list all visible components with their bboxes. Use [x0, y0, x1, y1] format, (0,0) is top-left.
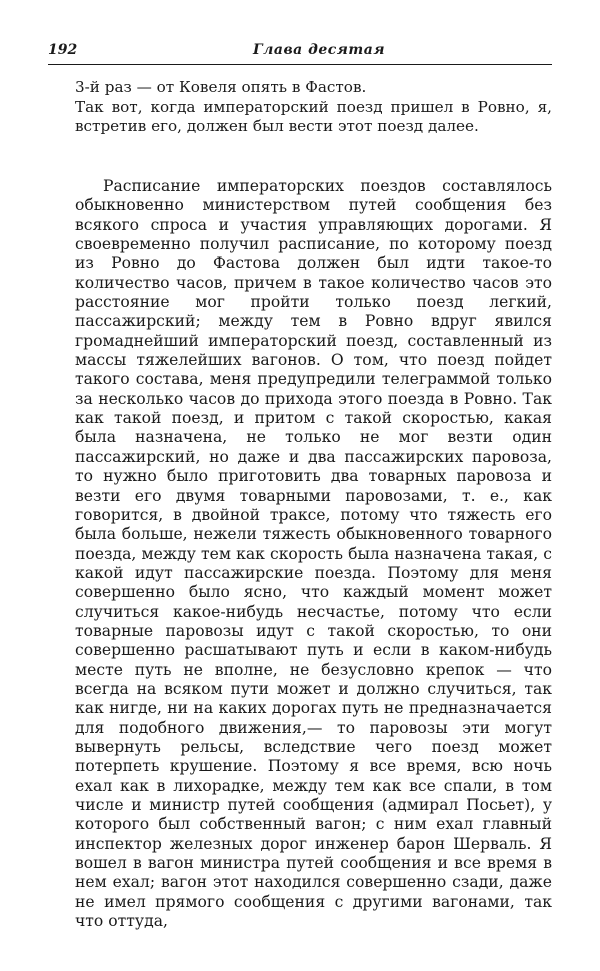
main-paragraph: Расписание императорских поездов составлялось обыкновенно министерством путей сообщения без всякого спроса и участия управляющих дорогами. Я своевременно получил расписание, по которому поезд из Ровно до Фастова должен был идти такое-то количество часов, причем в такое количество часов это расстояние мог пройти только поезд легкий, пассажирский; между тем в Ровно вдруг явился громаднейший императорский поезд, составленный из массы тяжелейших вагонов. О том, что поезд пойдет такого состава, меня предупредили телеграммой только за несколько часов до прихода этого поезда в Ровно. Так как такой поезд, и притом с такой скоростью, какая была назначена, не только не мог везти один пассажирский, но даже и два пассажирских паровоза, то нужно было приготовить два товарных паровоза и везти его двумя товарными паровозами, т. е., как говорится, в двойной траксе, потому что тяжесть его была больше, нежели тяжесть обыкновенного товарного поезда, между тем как скорость была назначена такая, с какой идут пассажирские поезда. Поэтому для меня совершенно было ясно, что каждый момент может случиться какое-нибудь несчастье, потому что если товарные паровозы идут с такой скоростью, то они совершенно расшатывают путь и если в каком-нибудь месте путь не вполне, не безусловно крепок — что всегда на всяком пути может и должно случиться, так как нигде, ни на каких дорогах путь не предназначается для подобного движения,— то паровозы эти могут вывернуть рельсы, вследствие чего поезд может потерпеть крушение. Поэтому я все время, всю ночь ехал как в лихорадке, между тем как все спали, в том числе и министр путей сообщения (адмирал Посьет), у которого был собственный вагон; с ним ехал главный инспектор железных дорог инженер барон Шерваль. Я вошел в вагон министра путей сообщения и все время в нем ехал; вагон этот находился совершенно сзади, даже не имел прямого сообщения с другими вагонами, так что оттуда,	[75, 177, 552, 931]
chapter-title: Глава десятая	[253, 42, 385, 58]
page-number: 192	[48, 42, 78, 58]
header-rule	[48, 64, 552, 65]
top-text-block	[75, 78, 552, 137]
main-text-block	[75, 177, 552, 931]
running-header	[48, 42, 552, 62]
route-line: 3-й раз — от Ковеля опять в Фастов.	[75, 78, 367, 96]
intro-paragraph: Так вот, когда императорский поезд пришел в Ровно, я, встретив его, должен был вести этот поезд далее.	[75, 97, 552, 135]
